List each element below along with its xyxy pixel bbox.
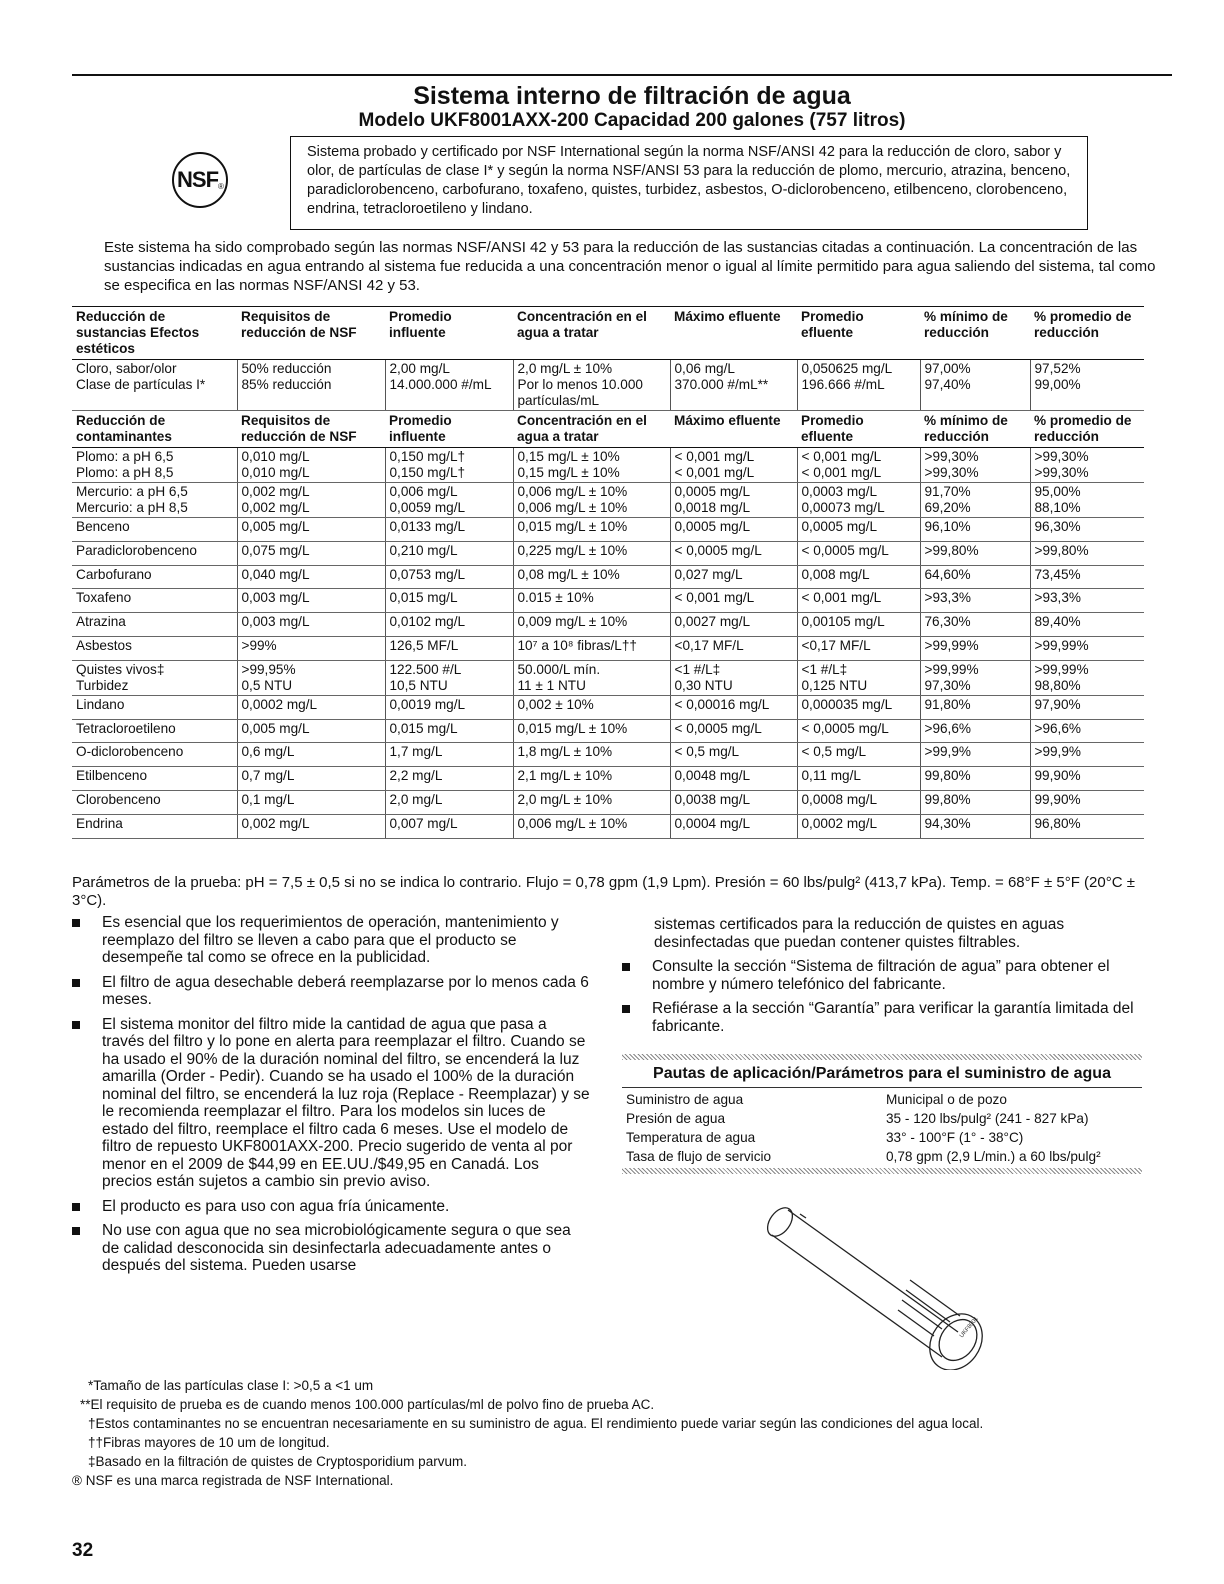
table-cell: >99,80% bbox=[920, 541, 1030, 565]
table-cell: < 0,001 mg/L bbox=[670, 589, 797, 613]
table-cell: 0,0002 mg/L bbox=[237, 695, 385, 719]
bullet-item bbox=[622, 958, 1142, 993]
bullet-square-icon bbox=[72, 1021, 80, 1029]
table-cell: 0,0027 mg/L bbox=[670, 613, 797, 637]
column-header: Máximo efluente bbox=[670, 307, 797, 360]
table-cell: 0,11 mg/L bbox=[797, 767, 920, 791]
column-header: Promedio influente bbox=[385, 307, 513, 360]
table-row bbox=[72, 814, 1144, 838]
guideline-value: 0,78 gpm (2,9 L/min.) a 60 lbs/pulg² bbox=[886, 1149, 1101, 1164]
column-header: Promedio efluente bbox=[797, 411, 920, 448]
table-cell: >96,6% bbox=[1030, 719, 1144, 743]
table-cell: 0,000035 mg/L bbox=[797, 695, 920, 719]
bullet-square-icon bbox=[72, 1227, 80, 1235]
table-row bbox=[72, 613, 1144, 637]
bullet-square-icon bbox=[622, 963, 630, 971]
table-cell: 0,0005 mg/L bbox=[670, 518, 797, 542]
table-cell: 96,30% bbox=[1030, 518, 1144, 542]
table-cell: 0,075 mg/L bbox=[237, 541, 385, 565]
table-cell: < 0,5 mg/L bbox=[797, 743, 920, 767]
table-cell: 2,1 mg/L ± 10% bbox=[513, 767, 670, 791]
table-cell: Mercurio: a pH 6,5 Mercurio: a pH 8,5 bbox=[72, 483, 237, 518]
table-row bbox=[72, 660, 1144, 695]
table-cell: 0,005 mg/L bbox=[237, 518, 385, 542]
table-cell: < 0,001 mg/L < 0,001 mg/L bbox=[797, 448, 920, 483]
page-number: 32 bbox=[72, 1540, 94, 1561]
left-bullet-column bbox=[72, 914, 592, 1282]
table-cell: Atrazina bbox=[72, 613, 237, 637]
table-cell: 96,80% bbox=[1030, 814, 1144, 838]
bullet-square-icon bbox=[72, 919, 80, 927]
table-cell: 0,0008 mg/L bbox=[797, 790, 920, 814]
column-header: Promedio efluente bbox=[797, 307, 920, 360]
table-cell: >99,99% bbox=[1030, 636, 1144, 660]
table-cell: 99,90% bbox=[1030, 767, 1144, 791]
bullet-text: Refiérase a la sección “Garantía” para verificar la garantía limitada del fabricante. bbox=[652, 1000, 1134, 1035]
column-header: Requisitos de reducción de NSF bbox=[237, 411, 385, 448]
table-cell: 0,0005 mg/L 0,0018 mg/L bbox=[670, 483, 797, 518]
table-cell: 50.000/L mín. 11 ± 1 NTU bbox=[513, 660, 670, 695]
table-cell: O-diclorobenceno bbox=[72, 743, 237, 767]
page-subtitle: Modelo UKF8001AXX-200 Capacidad 200 galones (757 litros) bbox=[358, 110, 906, 131]
table-cell: 0,6 mg/L bbox=[237, 743, 385, 767]
footnote: †Estos contaminantes no se encuentran necesariamente en su suministro de agua. El rendimiento puede variar según las condiciones del agua local. bbox=[88, 1416, 984, 1431]
bullet-text: El sistema monitor del filtro mide la cantidad de agua que pasa a través del filtro y lo pone en alerta para reemplazar el filtro. Cuando se ha usado el 90% de la duración nominal del filtro, se encenderá la luz amarilla (Order - Pedir). Cuando se ha usado el 100% de la duración nominal del filtro, se encenderá la luz roja (Replace - Reemplazar) y se le recomienda reemplazar el filtro. Para los modelos sin luces de estado del filtro, reemplace el filtro cada 6 meses. Use el modelo de filtro de repuesto UKF8001AXX-200. Precio sugerido de venta al por menor en el 2009 de $44,99 en EE.UU./$49,95 en Canadá. Los precios están sujetos a cambio sin previo aviso. bbox=[102, 1015, 590, 1190]
application-guidelines bbox=[622, 1054, 1142, 1174]
table-cell: 95,00% 88,10% bbox=[1030, 483, 1144, 518]
column-header: Reducción de sustancias Efectos estéticos bbox=[72, 307, 237, 360]
guideline-label: Temperatura de agua bbox=[626, 1130, 756, 1145]
table-cell: < 0,001 mg/L bbox=[797, 589, 920, 613]
hatch-divider bbox=[622, 1168, 1142, 1174]
table-cell: 0,00105 mg/L bbox=[797, 613, 920, 637]
table-cell: Quistes vivos‡ Turbidez bbox=[72, 660, 237, 695]
table-cell: 0,007 mg/L bbox=[385, 814, 513, 838]
table-cell: Clorobenceno bbox=[72, 790, 237, 814]
bullet-continuation: sistemas certificados para la reducción de quistes en aguas desinfectadas que puedan contener quistes filtrables. bbox=[654, 916, 1065, 951]
table-cell: 91,80% bbox=[920, 695, 1030, 719]
table-cell: 0.015 ± 10% bbox=[513, 589, 670, 613]
table-cell: 0,006 mg/L 0,0059 mg/L bbox=[385, 483, 513, 518]
top-rule bbox=[72, 74, 1172, 76]
column-header: Promedio influente bbox=[385, 411, 513, 448]
footnote: ††Fibras mayores de 10 um de longitud. bbox=[88, 1435, 330, 1450]
table-cell: < 0,0005 mg/L bbox=[797, 541, 920, 565]
footnote: ‡Basado en la filtración de quistes de Cryptosporidium parvum. bbox=[88, 1454, 467, 1469]
table-cell: 0,005 mg/L bbox=[237, 719, 385, 743]
table-cell: 0,0003 mg/L 0,00073 mg/L bbox=[797, 483, 920, 518]
table-cell: 0,0048 mg/L bbox=[670, 767, 797, 791]
table-cell: >99% bbox=[237, 636, 385, 660]
table-cell: 0,006 mg/L ± 10% bbox=[513, 814, 670, 838]
table-cell: < 0,00016 mg/L bbox=[670, 695, 797, 719]
table-row bbox=[72, 743, 1144, 767]
bullet-item bbox=[72, 914, 592, 967]
table-cell: Tetracloroetileno bbox=[72, 719, 237, 743]
table-cell: < 0,001 mg/L < 0,001 mg/L bbox=[670, 448, 797, 483]
bullet-square-icon bbox=[622, 1005, 630, 1013]
table-cell: 0,150 mg/L† 0,150 mg/L† bbox=[385, 448, 513, 483]
table-cell: 10⁷ a 10⁸ fibras/L†† bbox=[513, 636, 670, 660]
table-row bbox=[72, 448, 1144, 483]
table-cell: Carbofurano bbox=[72, 565, 237, 589]
table-cell: <0,17 MF/L bbox=[670, 636, 797, 660]
contaminant-header-row bbox=[72, 411, 1144, 448]
table-cell: 0,015 mg/L bbox=[385, 719, 513, 743]
table-cell: 94,30% bbox=[920, 814, 1030, 838]
table-cell: Toxafeno bbox=[72, 589, 237, 613]
table-cell: 0,225 mg/L ± 10% bbox=[513, 541, 670, 565]
table-row bbox=[72, 589, 1144, 613]
bullet-square-icon bbox=[72, 1203, 80, 1211]
table-cell: < 0,0005 mg/L bbox=[797, 719, 920, 743]
table-cell: 0,0753 mg/L bbox=[385, 565, 513, 589]
table-row bbox=[72, 636, 1144, 660]
table-cell: <1 #/L‡ 0,30 NTU bbox=[670, 660, 797, 695]
footnote: ® NSF es una marca registrada de NSF International. bbox=[72, 1473, 394, 1488]
bullet-text: Consulte la sección “Sistema de filtración de agua” para obtener el nombre y número telefónico del fabricante. bbox=[652, 958, 1110, 993]
table-cell: 1,8 mg/L ± 10% bbox=[513, 743, 670, 767]
table-cell: 0,002 mg/L 0,002 mg/L bbox=[237, 483, 385, 518]
table-cell: >99,99% bbox=[920, 636, 1030, 660]
registered-mark: ® bbox=[218, 181, 223, 191]
guideline-label: Tasa de flujo de servicio bbox=[626, 1149, 772, 1164]
bullet-text: No use con agua que no sea microbiológicamente segura o que sea de calidad desconocida sin desinfectarla adecuadamente antes o después del sistema. Pueden usarse bbox=[102, 1222, 571, 1274]
table-cell: 0,0019 mg/L bbox=[385, 695, 513, 719]
table-cell: 76,30% bbox=[920, 613, 1030, 637]
page-title: Sistema interno de filtración de agua bbox=[413, 82, 851, 110]
column-header: Requisitos de reducción de NSF bbox=[237, 307, 385, 360]
bullet-item bbox=[72, 1016, 592, 1191]
table-cell: 0,008 mg/L bbox=[797, 565, 920, 589]
bullet-square-icon bbox=[72, 979, 80, 987]
aesthetic-header-row bbox=[72, 307, 1144, 360]
bullet-item bbox=[72, 1198, 592, 1216]
table-row bbox=[72, 518, 1144, 542]
table-cell: 0,1 mg/L bbox=[237, 790, 385, 814]
table-cell: 0,0005 mg/L bbox=[797, 518, 920, 542]
bullet-text: El filtro de agua desechable deberá reemplazarse por lo menos cada 6 meses. bbox=[102, 973, 589, 1008]
bullet-item bbox=[72, 1222, 592, 1275]
water-filter-illustration bbox=[760, 1190, 1020, 1370]
test-parameters: Parámetros de la prueba: pH = 7,5 ± 0,5 si no se indica lo contrario. Flujo = 0,78 gpm (1,9 Lpm). Presión = 60 lbs/pulg² (413,7 kPa). Temp. = 68°F ± 5°F (20°C ± 3°C). bbox=[72, 874, 1135, 909]
table-cell: 0,015 mg/L bbox=[385, 589, 513, 613]
table-cell: 0,009 mg/L ± 10% bbox=[513, 613, 670, 637]
table-cell: >96,6% bbox=[920, 719, 1030, 743]
footnotes bbox=[72, 1376, 1172, 1490]
table-row bbox=[72, 767, 1144, 791]
table-cell: >99,80% bbox=[1030, 541, 1144, 565]
table-cell: 0,003 mg/L bbox=[237, 589, 385, 613]
table-cell: 0,15 mg/L ± 10% 0,15 mg/L ± 10% bbox=[513, 448, 670, 483]
footnote: **El requisito de prueba es de cuando menos 100.000 partículas/ml de polvo fino de prueba AC. bbox=[80, 1397, 655, 1412]
column-header: Concentración en el agua a tratar bbox=[513, 307, 670, 360]
guideline-value: 35 - 120 lbs/pulg² (241 - 827 kPa) bbox=[886, 1111, 1089, 1126]
table-row bbox=[72, 790, 1144, 814]
guideline-label: Presión de agua bbox=[626, 1111, 726, 1126]
table-cell: 0,015 mg/L ± 10% bbox=[513, 518, 670, 542]
guideline-label: Suministro de agua bbox=[626, 1092, 744, 1107]
table-cell: Benceno bbox=[72, 518, 237, 542]
table-cell: < 0,0005 mg/L bbox=[670, 541, 797, 565]
column-header: Concentración en el agua a tratar bbox=[513, 411, 670, 448]
table-cell: 0,027 mg/L bbox=[670, 565, 797, 589]
table-cell: < 0,5 mg/L bbox=[670, 743, 797, 767]
guideline-row bbox=[622, 1147, 1142, 1166]
table-cell: Plomo: a pH 6,5 Plomo: a pH 8,5 bbox=[72, 448, 237, 483]
column-header: Máximo efluente bbox=[670, 411, 797, 448]
bullet-item bbox=[72, 974, 592, 1009]
table-cell: 0,010 mg/L 0,010 mg/L bbox=[237, 448, 385, 483]
table-cell: 0,0133 mg/L bbox=[385, 518, 513, 542]
column-header: % promedio de reducción bbox=[1030, 411, 1144, 448]
guideline-value: Municipal o de pozo bbox=[886, 1092, 1007, 1107]
table-cell: 2,0 mg/L ± 10% bbox=[513, 790, 670, 814]
table-cell: 0,0002 mg/L bbox=[797, 814, 920, 838]
right-bullet-column bbox=[622, 916, 1142, 1042]
table-cell: >99,99% 97,30% bbox=[920, 660, 1030, 695]
table-cell: 0,006 mg/L ± 10% 0,006 mg/L ± 10% bbox=[513, 483, 670, 518]
bullet-text: Es esencial que los requerimientos de operación, mantenimiento y reemplazo del filtro se lleven a cabo para que el producto se desempeñe tal como se ofrece en la publicidad. bbox=[102, 914, 559, 966]
table-cell: Paradiclorobenceno bbox=[72, 541, 237, 565]
intro-paragraph: Este sistema ha sido comprobado según las normas NSF/ANSI 42 y 53 para la reducción de las sustancias citadas a continuación. La concentración de las sustancias indicadas en agua entrando al sistema fue reducida a una concentración menor o igual al límite permitido para agua saliendo del sistema, tal como se especifica en las normas NSF/ANSI 42 y 53. bbox=[104, 239, 1156, 294]
table-cell: >99,9% bbox=[1030, 743, 1144, 767]
table-cell: >99,30% >99,30% bbox=[920, 448, 1030, 483]
table-cell: 50% reducción 85% reducción bbox=[237, 360, 385, 411]
table-cell: 99,90% bbox=[1030, 790, 1144, 814]
table-cell: <0,17 MF/L bbox=[797, 636, 920, 660]
table-cell: 0,002 mg/L bbox=[237, 814, 385, 838]
table-cell: 2,00 mg/L 14.000.000 #/mL bbox=[385, 360, 513, 411]
table-cell: 99,80% bbox=[920, 767, 1030, 791]
table-row bbox=[72, 360, 1144, 411]
bullet-text: El producto es para uso con agua fría únicamente. bbox=[102, 1197, 450, 1215]
table-row bbox=[72, 719, 1144, 743]
table-cell: Lindano bbox=[72, 695, 237, 719]
table-cell: >93,3% bbox=[1030, 589, 1144, 613]
guidelines-title: Pautas de aplicación/Parámetros para el suministro de agua bbox=[622, 1060, 1142, 1088]
table-cell: 0,0102 mg/L bbox=[385, 613, 513, 637]
table-row bbox=[72, 565, 1144, 589]
table-cell: 64,60% bbox=[920, 565, 1030, 589]
table-cell: >93,3% bbox=[920, 589, 1030, 613]
table-cell: Cloro, sabor/olor Clase de partículas I* bbox=[72, 360, 237, 411]
table-cell: Asbestos bbox=[72, 636, 237, 660]
reduction-table bbox=[72, 306, 1144, 839]
table-cell: 89,40% bbox=[1030, 613, 1144, 637]
table-cell: 0,0038 mg/L bbox=[670, 790, 797, 814]
table-cell: 2,0 mg/L ± 10% Por lo menos 10.000 partículas/mL bbox=[513, 360, 670, 411]
table-cell: 99,80% bbox=[920, 790, 1030, 814]
table-cell: >99,30% >99,30% bbox=[1030, 448, 1144, 483]
guideline-value: 33° - 100°F (1° - 38°C) bbox=[886, 1130, 1024, 1145]
table-cell: 2,2 mg/L bbox=[385, 767, 513, 791]
table-cell: 126,5 MF/L bbox=[385, 636, 513, 660]
table-cell: 1,7 mg/L bbox=[385, 743, 513, 767]
certification-box: Sistema probado y certificado por NSF International según la norma NSF/ANSI 42 para la reducción de cloro, sabor y olor, de partículas de clase I* y según la norma NSF/ANSI 53 para la reducción de plomo, mercurio, atrazina, benceno, paradiclorobenceno, carbofurano, toxafeno, quistes, turbidez, asbestos, O-diclorobenceno, etilbenceno, clorobenceno, endrina, tetracloroetileno y lindano. bbox=[290, 136, 1088, 230]
table-row bbox=[72, 695, 1144, 719]
column-header: % mínimo de reducción bbox=[920, 307, 1030, 360]
table-cell: 0,002 ± 10% bbox=[513, 695, 670, 719]
nsf-logo-text: NSF bbox=[177, 167, 219, 192]
bullet-item bbox=[622, 1000, 1142, 1035]
table-cell: 73,45% bbox=[1030, 565, 1144, 589]
table-cell: 0,06 mg/L 370.000 #/mL** bbox=[670, 360, 797, 411]
table-cell: Endrina bbox=[72, 814, 237, 838]
table-row bbox=[72, 541, 1144, 565]
table-cell: Etilbenceno bbox=[72, 767, 237, 791]
guideline-row bbox=[622, 1128, 1142, 1147]
table-cell: 97,90% bbox=[1030, 695, 1144, 719]
column-header: % mínimo de reducción bbox=[920, 411, 1030, 448]
table-cell: 0,210 mg/L bbox=[385, 541, 513, 565]
table-cell: 91,70% 69,20% bbox=[920, 483, 1030, 518]
table-cell: >99,95% 0,5 NTU bbox=[237, 660, 385, 695]
table-cell: 0,08 mg/L ± 10% bbox=[513, 565, 670, 589]
nsf-logo bbox=[172, 152, 228, 208]
table-cell: 0,0004 mg/L bbox=[670, 814, 797, 838]
guideline-row bbox=[622, 1109, 1142, 1128]
guideline-row bbox=[622, 1090, 1142, 1109]
column-header: % promedio de reducción bbox=[1030, 307, 1144, 360]
table-cell: 0,050625 mg/L 196.666 #/mL bbox=[797, 360, 920, 411]
table-cell: 0,015 mg/L ± 10% bbox=[513, 719, 670, 743]
table-cell: 97,52% 99,00% bbox=[1030, 360, 1144, 411]
table-cell: 0,003 mg/L bbox=[237, 613, 385, 637]
svg-text:UKF8001: UKF8001 bbox=[958, 1316, 980, 1340]
table-row bbox=[72, 483, 1144, 518]
table-cell: >99,99% 98,80% bbox=[1030, 660, 1144, 695]
table-cell: 97,00% 97,40% bbox=[920, 360, 1030, 411]
column-header: Reducción de contaminantes bbox=[72, 411, 237, 448]
footnote: *Tamaño de las partículas clase I: >0,5 a <1 um bbox=[88, 1378, 374, 1393]
table-cell: 0,7 mg/L bbox=[237, 767, 385, 791]
table-cell: 96,10% bbox=[920, 518, 1030, 542]
table-cell: 0,040 mg/L bbox=[237, 565, 385, 589]
table-cell: >99,9% bbox=[920, 743, 1030, 767]
table-cell: 2,0 mg/L bbox=[385, 790, 513, 814]
table-cell: 122.500 #/L 10,5 NTU bbox=[385, 660, 513, 695]
table-cell: < 0,0005 mg/L bbox=[670, 719, 797, 743]
table-cell: <1 #/L‡ 0,125 NTU bbox=[797, 660, 920, 695]
